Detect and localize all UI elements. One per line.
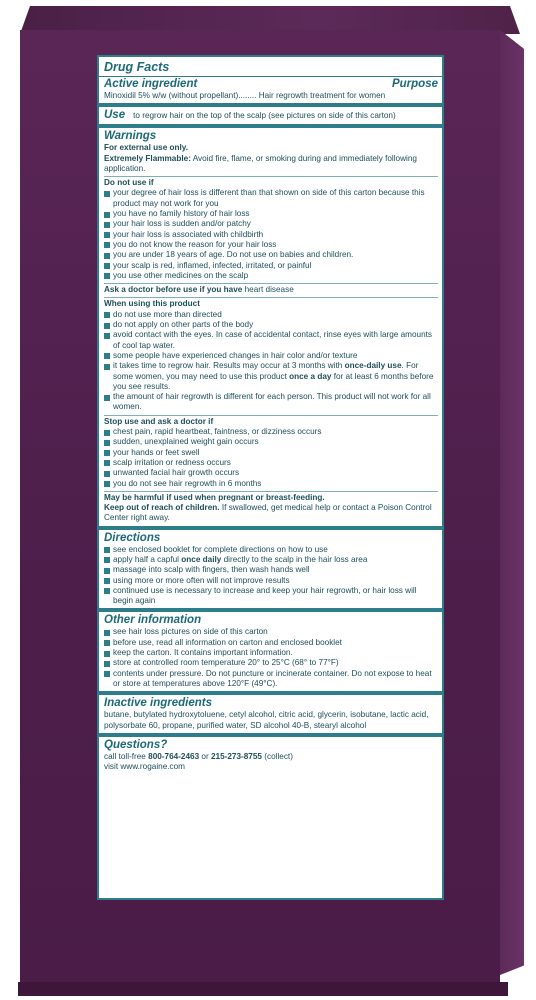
list-item: store at controlled room temperature 20° to 25°C (68° to 77°F): [104, 658, 438, 668]
flammable-text: Avoid fire, flame, or smoking during and immediately following application.: [104, 153, 417, 173]
list-item: see enclosed booklet for complete directions on how to use: [104, 545, 438, 555]
list-item: your degree of hair loss is different than that shown on side of this carton because this product may not work for you: [104, 188, 438, 209]
keep-out-label: Keep out of reach of children.: [104, 503, 220, 513]
divider: [104, 297, 438, 298]
inactive-ingredients-text: butane, butylated hydroxytoluene, cetyl alcohol, citric acid, glycerin, isobutane, lactic acid, polysorbate 60, propane, purified water, SD alcohol 40-B, stearyl alcohol: [104, 710, 429, 730]
time-text-b: once-daily use: [344, 361, 402, 371]
questions-call-line: [104, 752, 438, 762]
stop-use-heading: Stop use and ask a doctor if: [104, 416, 214, 426]
website-line: visit www.rogaine.com: [104, 762, 185, 772]
list-item: contents under pressure. Do not puncture or incinerate container. Do not expose to heat or store at temperatures above 120°F (49°C).: [104, 669, 438, 690]
list-item: your hair loss is associated with childbirth: [104, 230, 438, 240]
inactive-ingredients-heading: Inactive ingredients: [104, 697, 213, 710]
phone-or: or: [199, 751, 211, 761]
list-item: you have no family history of hair loss: [104, 209, 438, 219]
list-item: chest pain, rapid heartbeat, faintness, or dizziness occurs: [104, 427, 438, 437]
list-item: avoid contact with the eyes. In case of accidental contact, rinse eyes with large amounts of cool tap water.: [104, 330, 438, 351]
divider: [104, 176, 438, 177]
other-info-list: [104, 627, 438, 689]
divider: [99, 733, 442, 737]
list-item: your hair loss is sudden and/or patchy: [104, 219, 438, 229]
pregnancy-warning: May be harmful if used when pregnant or breast-feeding.: [104, 492, 325, 502]
carton-bottom: [18, 982, 508, 996]
dir-text-c: directly to the scalp in the hair loss area: [221, 554, 368, 564]
use-section: [104, 109, 438, 122]
list-item: unwanted facial hair growth occurs: [104, 468, 438, 478]
divider: [104, 283, 438, 284]
ask-doctor-label: Ask a doctor before use if you have: [104, 285, 243, 295]
ask-doctor-line: [104, 285, 438, 295]
active-ingredient-header: [104, 78, 438, 91]
carton-side: [500, 30, 524, 975]
use-text: to regrow hair on the top of the scalp (see pictures on side of this carton): [133, 111, 396, 121]
drug-facts-title: Drug Facts: [104, 60, 170, 74]
divider: [104, 415, 438, 416]
phone-primary: 800-764-2463: [148, 751, 200, 761]
list-item: you do not see hair regrowth in 6 months: [104, 479, 438, 489]
divider: [99, 608, 442, 612]
ask-doctor-text: heart disease: [242, 285, 294, 295]
divider: [99, 526, 442, 530]
list-item: [104, 361, 438, 392]
list-item: your hands or feet swell: [104, 448, 438, 458]
list-item: do not apply on other parts of the body: [104, 320, 438, 330]
flammable-label: Extremely Flammable:: [104, 153, 191, 163]
list-item: do not use more than directed: [104, 310, 438, 320]
phone-secondary: 215-273-8755: [210, 751, 262, 761]
dir-text-a: apply half a capful: [113, 554, 182, 564]
list-item: using more or more often will not improve results: [104, 576, 438, 586]
divider: [99, 691, 442, 695]
list-item: your scalp is red, inflamed, infected, irritated, or painful: [104, 261, 438, 271]
list-item: massage into scalp with fingers, then wash hands well: [104, 565, 438, 575]
list-item: keep the carton. It contains important information.: [104, 648, 438, 658]
list-item: you use other medicines on the scalp: [104, 271, 438, 281]
list-item: the amount of hair regrowth is different for each person. This product will not work for all women.: [104, 392, 438, 413]
flammable-warning: [104, 154, 438, 175]
dir-text-b: once daily: [181, 554, 222, 564]
list-item: sudden, unexplained weight gain occurs: [104, 437, 438, 447]
list-item: [104, 555, 438, 565]
stop-use-list: [104, 427, 438, 489]
when-using-list: [104, 310, 438, 413]
divider: [99, 76, 442, 77]
do-not-use-list: [104, 188, 438, 281]
purpose-heading: Purpose: [391, 78, 438, 90]
active-ingredient-line: Minoxidil 5% w/w (without propellant)........ Hair regrowth treatment for women: [104, 91, 386, 100]
external-use-line: For external use only.: [104, 143, 189, 153]
keep-out-warning: [104, 503, 438, 524]
list-item: some people have experienced changes in hair color and/or texture: [104, 351, 438, 361]
active-ingredient-heading: Active ingredient: [104, 78, 198, 90]
time-text-d: once a day: [289, 371, 332, 381]
questions-heading: Questions?: [104, 738, 168, 751]
divider: [99, 103, 442, 107]
other-info-heading: Other information: [104, 614, 202, 627]
list-item: continued use is necessary to increase and keep your hair regrowth, or hair loss will begin again: [104, 586, 438, 607]
divider: [104, 491, 438, 492]
when-using-heading: When using this product: [104, 299, 200, 309]
drug-facts-panel: [97, 55, 444, 900]
time-text-e: for at least 6 months before you see results.: [113, 371, 434, 391]
list-item: see hair loss pictures on side of this carton: [104, 627, 438, 637]
warnings-heading: Warnings: [104, 130, 157, 143]
divider: [99, 124, 442, 128]
directions-list: [104, 545, 438, 607]
list-item: scalp irritation or redness occurs: [104, 458, 438, 468]
do-not-use-heading: Do not use if: [104, 178, 154, 188]
phone-collect: (collect): [261, 751, 293, 761]
keep-out-text: If swallowed, get medical help or contact a Poison Control Center right away.: [104, 503, 432, 523]
time-text-a: it takes time to regrow hair. Results may occur at 3 months with: [113, 361, 345, 371]
time-text-c: . For some women, you may need to use this product: [113, 361, 419, 381]
use-heading: Use: [104, 109, 126, 122]
list-item: you do not know the reason for your hair loss: [104, 240, 438, 250]
list-item: you are under 18 years of age. Do not use on babies and children.: [104, 250, 438, 260]
directions-heading: Directions: [104, 531, 161, 544]
list-item: before use, read all information on carton and enclosed booklet: [104, 638, 438, 648]
call-prefix: call toll-free: [104, 751, 149, 761]
